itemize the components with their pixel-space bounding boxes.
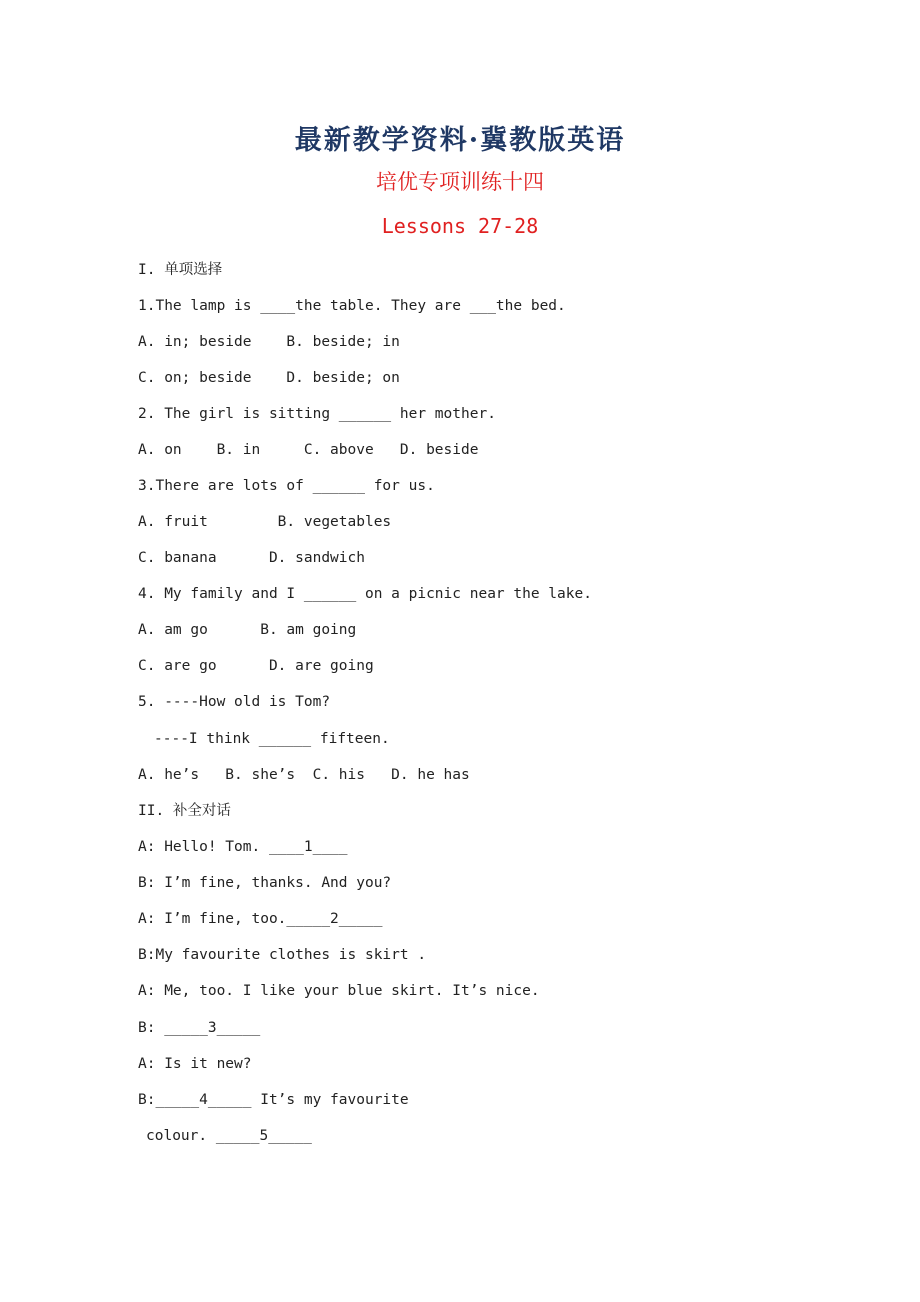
document-title: 最新教学资料·冀教版英语 bbox=[294, 125, 626, 156]
question-4: 4. My family and I ______ on a picnic near the lake. bbox=[138, 586, 592, 602]
question-4-options-cd: C. are go D. are going bbox=[138, 658, 374, 674]
question-4-options-ab: A. am go B. am going bbox=[138, 622, 357, 638]
question-1: 1.The lamp is ____the table. They are ___the bed. bbox=[138, 298, 566, 314]
question-5: 5. ----How old is Tom? bbox=[138, 694, 331, 710]
lessons-heading: Lessons 27-28 bbox=[381, 214, 539, 238]
document-subtitle: 培优专项训练十四 bbox=[376, 170, 544, 194]
question-3-options-ab: A. fruit B. vegetables bbox=[138, 514, 392, 530]
question-3: 3.There are lots of ______ for us. bbox=[138, 478, 435, 494]
dialogue-line-3: A: I’m fine, too._____2_____ bbox=[138, 911, 383, 927]
dialogue-line-7: A: Is it new? bbox=[138, 1056, 252, 1072]
dialogue-line-2: B: I’m fine, thanks. And you? bbox=[138, 875, 392, 891]
section2-heading: II. 补全对话 bbox=[138, 803, 231, 819]
question-1-options-cd: C. on; beside D. beside; on bbox=[138, 370, 400, 386]
question-2-options: A. on B. in C. above D. beside bbox=[138, 442, 479, 458]
question-1-options-ab: A. in; beside B. beside; in bbox=[138, 334, 400, 350]
question-3-options-cd: C. banana D. sandwich bbox=[138, 550, 365, 566]
dialogue-line-6: B: _____3_____ bbox=[138, 1020, 261, 1036]
dialogue-line-8: B:_____4_____ It’s my favourite bbox=[138, 1092, 409, 1108]
question-5-response: ----I think ______ fifteen. bbox=[154, 731, 390, 747]
section1-heading: I. 单项选择 bbox=[138, 262, 223, 278]
question-5-options: A. he’s B. she’s C. his D. he has bbox=[138, 767, 470, 783]
question-2: 2. The girl is sitting ______ her mother. bbox=[138, 406, 496, 422]
dialogue-line-1: A: Hello! Tom. ____1____ bbox=[138, 839, 348, 855]
dialogue-line-9: colour. _____5_____ bbox=[146, 1128, 312, 1144]
dialogue-line-5: A: Me, too. I like your blue skirt. It’s nice. bbox=[138, 983, 540, 999]
dialogue-line-4: B:My favourite clothes is skirt . bbox=[138, 947, 427, 963]
